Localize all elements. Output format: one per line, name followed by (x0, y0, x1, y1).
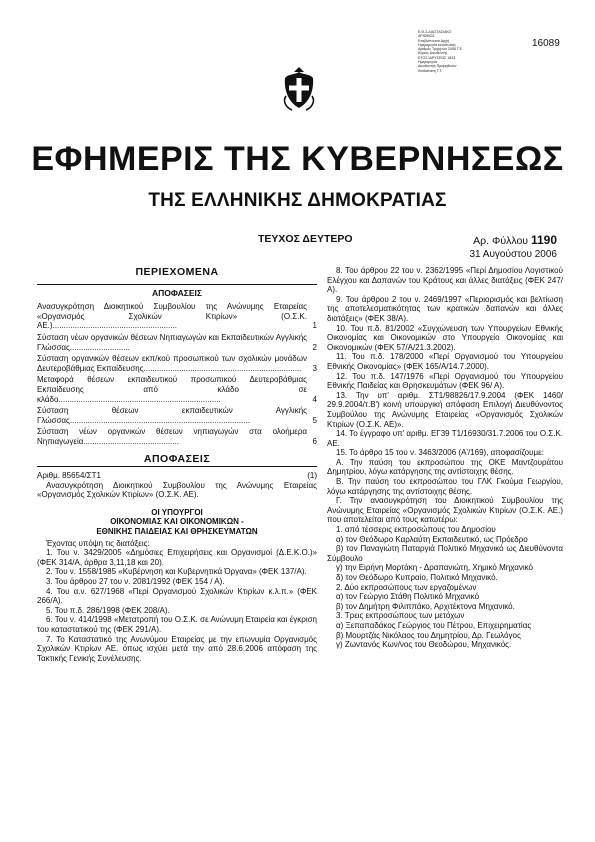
toc-entry-page: 3 (312, 363, 317, 373)
toc-entry-page: 2 (312, 342, 317, 352)
decision-header (37, 471, 317, 481)
printer-line: Ημερομηνία (418, 60, 438, 65)
board-member: α) τον Γεώργιο Στάθη Πολιτικό Μηχανικό (336, 592, 480, 602)
divider (37, 284, 317, 285)
issue-date: 31 Αυγούστου 2006 (469, 249, 557, 260)
printer-line: Αριθμός Τριμήνου 2006 Τ.Ε. (418, 47, 463, 52)
board-member: δ) τον Θεόδωρο Κυπραίο, Πολιτικό Μηχανικό. (336, 573, 498, 582)
legal-item: 15. Το άρθρο 15 του ν. 3463/2006 (Α'/169), αποφασίζουμε: (336, 448, 544, 458)
decision-clause: Α. Την παύση του εκπροσώπου της ΟΚΕ Μαντζουράτου Δημητρίου, λόγω κατάργησης της αντίστοιχης θέσης. (327, 457, 563, 477)
sheet-number (473, 233, 557, 247)
gazette-title: ΕΦΗΜΕΡΙΣ ΤΗΣ ΚΥΒΕΡΝΗΣΕΩΣ (31, 140, 564, 178)
toc-entry-text: Σύσταση νέων οργανικών θέσεων νηπιαγωγών στα ολοήμερα Νηπιαγωγεία........................................... (37, 427, 307, 446)
printer-line: Κύριος Διευθυντής (418, 51, 448, 56)
printer-line: Κατάσταση Τ.Τ. (418, 68, 443, 73)
board-member: α) τον Θεόδωρο Καρλαύτη Εκπαιδευτικό, ως Πρόεδρο (336, 534, 528, 544)
toc-entry-page: 4 (312, 394, 317, 404)
decision-number: (1) (307, 471, 317, 481)
member-group: 1. από τέσσερις εκπροσώπους του Δημοσίου (336, 525, 496, 535)
board-member: γ) Ζωντανός Κων/νος του Θεοδώρου, Μηχανικός. (336, 640, 512, 650)
gazette-subtitle: ΤΗΣ ΕΛΛΗΝΙΚΗΣ ΔΗΜΟΚΡΑΤΙΑΣ (148, 190, 447, 211)
right-column (327, 266, 563, 650)
decision-subject: Ανασυγκρότηση Διοικητικού Συμβουλίου της Ανώνυμης Εταιρείας «Οργανισμός Σχολικών Κτιρίων» (Ο.Σ.Κ. ΑΕ). (37, 480, 317, 500)
legal-item: 1. Του ν. 3429/2005 «Δημόσιες Επιχειρήσεις και Οργανισμοί (Δ.Ε.Κ.Ο.)» (ΦΕΚ 314/Α, άρθρα 3,11,18 και 20). (37, 548, 317, 567)
intro-text: Έχοντας υπόψη τις διατάξεις: (46, 538, 150, 548)
toc-entry-text: Σύσταση οργανικών θέσεων εκπ/κού προσωπικού των σχολικών μονάδων Δευτεροβάθμιας Εκπαίδευσης....................................................................... (37, 354, 307, 373)
printer-line: Επιβλέπουσα Αρχή (418, 38, 449, 43)
legal-item: 14. Το έγγραφο υπ' αριθμ. ΕΓ39 Τ1/16930/31.7.2006 του Ο.Σ.Κ. ΑΕ. (327, 429, 563, 448)
legal-item: 11. Του π.δ. 178/2000 «Περί Οργανισμού του Υπουργείου Εθνικής Οικονομίας» (ΦΕΚ 165/Α/14.7.2000). (327, 352, 563, 371)
legal-item: 4. Του α.ν. 627/1968 «Περί Οργανισμού Σχολικών Κτιρίων κ.λ.π.» (ΦΕΚ 266/Α). (37, 586, 317, 606)
toc-entry-text: Μεταφορά θέσεων εκπαιδευτικού προσωπικού Δευτεροβάθμιας Εκπαίδευσης από κλάδο σε κλάδο......................................................................... (37, 375, 307, 404)
toc-entry-page: 1 (312, 321, 317, 331)
printer-line: ΕΤΟΣ ΙΔΡΥΣΕΩΣ 1833 (418, 55, 456, 60)
ministers-heading (37, 508, 317, 537)
legal-item: 12. Του π.δ. 147/1976 «Περί Οργανισμού του Υπουργείου Εθνικής Παιδείας και Θρησκευμάτων (ΦΕΚ 96/ Α). (327, 371, 563, 391)
toc-entry[interactable] (37, 427, 317, 446)
toc-entry-text: Σύσταση θέσεων εκπαιδευτικών Αγγλικής Γλώσσας................................................................................. (37, 406, 307, 425)
printer-line: Ε.Θ.Σ.ΔΙΑΣΤΑΣΙΑΚΟ (418, 30, 452, 34)
legal-item: 3. Του άρθρου 27 του ν. 2081/1992 (ΦΕΚ 154 / Α). (46, 577, 225, 587)
toc-entry-page: 6 (312, 436, 317, 446)
sheet-label: Αρ. Φύλλου (473, 235, 529, 247)
issue-label: ΤΕΥΧΟΣ ΔΕΥΤΕΡΟ (258, 233, 353, 245)
board-member: β) Μουρτζάς Νικόλαος του Δημητρίου, Δρ. Γεωλόγος (336, 630, 521, 640)
legal-item: 10. Του π.δ. 81/2002 «Συγχώνευση των Υπουργείων Εθνικής Οικονομίας και Οικονομικών στο Υπουργείο Οικονομίας και Οικονομικών (ΦΕΚ 57/Α/21.3.2002). (327, 323, 563, 352)
page-number: 16089 (532, 38, 560, 49)
legal-item: 7. Το Καταστατικό της Ανωνύμου Εταιρείας με την επωνυμία Οργανισμός Σχολικών Κτιρίων ΑΕ. όπως ισχύει μετά την από 28.6.2006 απόφαση της Τακτικής Γενικής Συνέλευσης. (37, 634, 317, 663)
decisions-title: ΑΠΟΦΑΣΕΙΣ (143, 452, 211, 465)
printer-line: ΑΡΙΘΜΟΣ (418, 34, 435, 39)
toc-subtitle: ΑΠΟΦΑΣΕΙΣ (151, 287, 202, 298)
legal-item: 5. Του π.δ. 286/1998 (ΦΕΚ 208/Α). (46, 605, 170, 615)
ministers-line: ΟΙ ΥΠΟΥΡΓΟΙ (151, 507, 203, 517)
toc-entry[interactable] (37, 333, 317, 352)
legal-item: 13. Την υπ' αριθμ. ΣΤ1/98826/17.9.2004 (ΦΕΚ 1460/ 29.9.2004/τ.Β') κοινή υπουργική απόφαση Επιλογή Διευθύνοντος Συμβούλου της Ανώνυμης Εταιρείας «Οργανισμός Σχολικών Κτιρίων (Ο.Σ.Κ. ΑΕ)». (327, 390, 563, 429)
legal-item: 2. Του ν. 1558/1985 «Κυβέρνηση και Κυβερνητικά Όργανα» (ΦΕΚ 137/Α). (46, 567, 307, 577)
toc-entry-text: Σύσταση νέων οργανικών θέσεων Νηπιαγωγών και Εκπαιδευτικών Αγγλικής Γλώσσας........................... (37, 332, 307, 352)
printer-line: Ημερομηνία εκτύπωσης (418, 42, 457, 47)
ministers-line: ΟΙΚΟΝΟΜΙΑΣ ΚΑΙ ΟΙΚΟΝΟΜΙΚΩΝ - (110, 517, 244, 527)
divider (37, 466, 317, 467)
board-member: α) Ξεπαπαδάκος Γεώργιος του Πέτρου, Επιχειρηματίας (336, 620, 532, 630)
printer-line: Διευθυντής Προμηθειών (418, 64, 457, 69)
toc-entry[interactable] (37, 354, 317, 373)
toc-entry-page: 5 (312, 415, 317, 425)
board-member: β) τον Δημήτρη Φιλιππάκο, Αρχιτέκτονα Μηχανικό. (336, 601, 515, 611)
decision-clause: Γ. Την ανασυγκρότηση του Διοικητικού Συμβουλίου της Ανώνυμης Εταιρείας «Οργανισμός Σχολικών Κτιρίων (Ο.Σ.Κ. ΑΕ.) που αποτελείται από τους κατωτέρω: (327, 496, 563, 525)
legal-item: 9. Του άρθρου 2 του ν. 2469/1997 «Περιορισμός και βελτίωση της αποτελεσματικότητας των κρατικών δαπανών και άλλες διατάξεις» (ΦΕΚ 38/Α). (327, 294, 563, 323)
sheet-value: 1190 (530, 233, 557, 247)
member-group: 3. Τρεις εκπροσώπους των μετόχων (336, 611, 465, 621)
toc-entry[interactable] (37, 406, 317, 425)
left-column (37, 266, 317, 663)
coat-of-arms-icon (280, 66, 318, 112)
ministers-line: ΕΘΝΙΚΗΣ ΠΑΙΔΕΙΑΣ ΚΑΙ ΘΡΗΣΚΕΥΜΑΤΩΝ (96, 527, 258, 537)
board-member: β) τον Παναγιώτη Παταργιά Πολιτικό Μηχανικό ως Διευθύνοντα Σύμβουλο (327, 544, 563, 563)
decision-id: Αριθμ. 85654/ΣΤ1 (37, 471, 101, 481)
board-member: γ) την Ειρήνη Μορτάκη - Δραπανιώτη, Χημικό Μηχανικό (336, 563, 533, 573)
toc-title: ΠΕΡΙΕΧΟΜΕΝΑ (135, 266, 219, 278)
member-group: 2. Δύο εκπροσώπους των εργαζομένων (336, 582, 477, 592)
decision-clause: Β. Την παύση του εκπροσώπου του ΓΛΚ Γκούμα Γεωργίου, λόγω κατάργησης της αντίστοιχης θέσης. (327, 477, 563, 496)
toc-entry-text: Ανασυγκρότηση Διοικητικού Συμβουλίου της Ανώνυμης Εταιρείας «Οργανισμός Σχολικών Κτιρίων» (Ο.Σ.Κ. ΑΕ.)........................................................ (37, 302, 307, 331)
legal-item: 6. Του ν. 414/1998 «Μετατροπή του Ο.Σ.Κ. σε Ανώνυμη Εταιρεία και έγκριση του καταστατικού της (ΦΕΚ 291/Α). (37, 615, 317, 634)
toc-entry[interactable] (37, 302, 317, 331)
printer-stamp (418, 30, 482, 73)
toc-entry[interactable] (37, 375, 317, 404)
legal-item: 8. Του άρθρου 22 του ν. 2362/1995 «Περί Δημοσίου Λογιστικού Ελέγχου και Δαπανών του Κράτους και άλλες διατάξεις (ΦΕΚ 247/Α). (327, 266, 563, 295)
